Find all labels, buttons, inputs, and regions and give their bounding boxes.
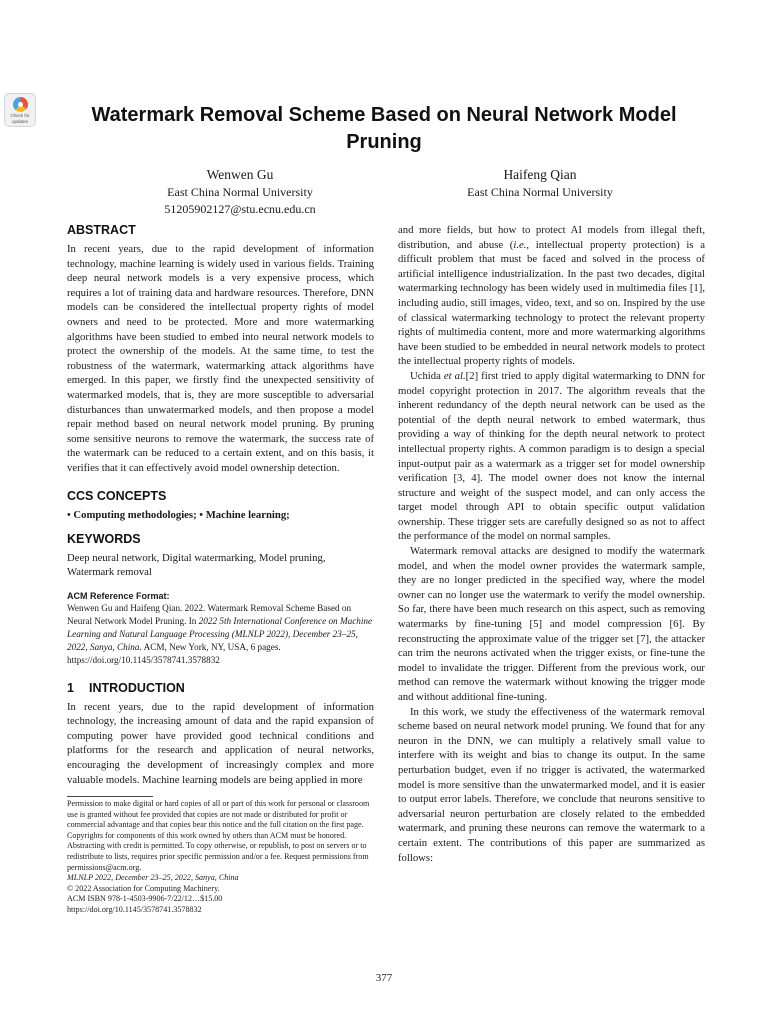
keywords-heading: KEYWORDS	[67, 531, 141, 546]
footnote-rule	[67, 796, 153, 797]
copyright-line: © 2022 Association for Computing Machinery.	[67, 883, 220, 893]
author-email[interactable]: 51205902127@stu.ecnu.edu.cn	[164, 202, 316, 216]
right-column	[398, 223, 705, 865]
intro-paragraph-1	[398, 223, 705, 369]
text-italic: et al.	[443, 369, 466, 382]
permission-text: Permission to make digital or hard copies of all or part of this work for personal or classroom use is granted without fee provided that copies are not made or distributed for profit or commercial advantage and that copies bear this notice and the full citation on the first page. Copyrights for components of this work owned by others than ACM must be honored. Abstracting with credit is permitted. To copy otherwise, or republish, to post on servers or to redistribute to lists, requires prior specific permission and/or a fee. Request permissions from permissions@acm.org.	[67, 799, 370, 872]
conference-line	[67, 873, 374, 884]
left-column	[67, 222, 374, 787]
conference-text: MLNLP 2022, December 23–25, 2022, Sanya, China	[67, 873, 239, 883]
introduction-text-left: In recent years, due to the rapid development of information technology, the increasing amount of data and the rapid expansion of computing power have provided good technical conditions and platforms for the research and application of neural networks, encouraging the development of increasingly complex and more valuable models. Machine learning models are being applied in more	[67, 700, 374, 786]
badge-label-1: Check for	[10, 113, 30, 118]
section-number: 1	[67, 680, 74, 695]
intro-paragraph-2	[398, 369, 705, 544]
author-block-1	[115, 166, 365, 218]
page-number: 377	[375, 972, 393, 984]
abstract-text: In recent years, due to the rapid development of information technology, machine learning is widely used in various fields. Training deep neural network models is a very expensive process, which requires a lot of training data and hardware resources. Therefore, DNN models can be considered the intellectual property rights of model owners and need to be protected. More and more watermarking algorithms have been studied to embed into neural network models to protect the ownership of the models. At the same time, to test the robustness of the watermark, watermarking attack algorithms have emerged. In this paper, we firstly find the unexpected sensitivity of watermarked models, that is, they are more susceptible to adversarial disturbances than unwatermarked models, and then propose a model repair method based on neural network model pruning. By pruning some sensitive neurons to remove the watermark, the success rate of the watermark can be reduced to a certain extent, and on this basis, it verifies that it can effectively avoid model ownership detection.	[67, 243, 374, 474]
paper-title: Watermark Removal Scheme Based on Neural Network Model Pruning	[91, 104, 677, 153]
acm-reference-part: Wenwen Gu and Haifeng Qian. 2022. Watermark Removal Scheme Based on Neural Network Model Pruning. In	[67, 602, 352, 626]
text-span: [2] first tried to apply digital watermarking to DNN for model copyright protection in 2017. The algorithm reveals that the inherent redundancy of the depth neural network can be used as the potential of the depth neural network to embed watermark, thus providing a way of thinking for the depth neural network to protect intellectual property rights. A common paradigm is to design a special input-output pair as a watermark as a trigger set for model ownership verification [3, 4]. The model owner does not know the internal structure and weight of the suspect model, and can only access the target model through API to obtain specific output validation ownership. These trigger sets are carefully designed so as not to affect the performance of the model on normal samples.	[398, 369, 705, 543]
author-block-2	[420, 166, 660, 201]
intro-paragraph-4: In this work, we study the effectiveness of the watermark removal scheme based on neural network model pruning. We found that for any neuron in the DNN, we can multiply a relatively small value to interfere with its weight and bias to change its output. In the same perturbation budget, even if no trigger is activated, the watermarked model is more sensitive than the unwatermarked model, and it is easier to output error labels. Therefore, we conclude that neurons sensitive to adversarial neuron perturbation are closely related to the embedded watermark, and pruning these neurons can remove the watermark to a certain extent. The contributions of this paper are summarized as follows:	[398, 705, 705, 864]
text-italic: i.e.	[513, 238, 527, 251]
isbn-line: ACM ISBN 978-1-4503-9906-7/22/12…$15.00	[67, 894, 223, 904]
author-affiliation: East China Normal University	[167, 185, 313, 199]
doi-link[interactable]: https://doi.org/10.1145/3578741.3578832	[67, 904, 202, 914]
acm-reference-venue: 2022 5th International Conference on Machine Learning and Natural Language Processing (MLNLP 2022), December 23–25, 2022, Sanya, China.	[67, 615, 373, 652]
badge-label-2: updates	[11, 119, 28, 124]
keywords-text: Deep neural network, Digital watermarking, Model pruning, Watermark removal	[67, 551, 326, 579]
text-span: and more fields, but how to protect AI models from illegal theft, distribution, and abuse (	[398, 224, 705, 251]
section-title: INTRODUCTION	[89, 680, 185, 695]
abstract-heading: ABSTRACT	[67, 223, 136, 237]
ccs-text: • Computing methodologies; • Machine learning;	[67, 508, 290, 521]
crossmark-icon	[13, 97, 28, 112]
acm-reference-text	[67, 602, 374, 667]
author-name: Haifeng Qian	[503, 167, 577, 182]
text-span: , intellectual property protection) is a difficult problem that must be faced and solved in the process of artificial intelligence industrialization. In the past two decades, digital watermarking technology has been widely used in multimedia files [1], including audio, still images, video, text, and so on. Inspired by the use of classical watermarking technology to protect the relevant property rights of multimedia content, more and more watermarking algorithms have been studied to be embedded in neural network models to protect the intellectual property rights of models.	[398, 238, 705, 368]
author-affiliation: East China Normal University	[467, 185, 613, 199]
text-span: Uchida	[410, 369, 444, 382]
intro-paragraph-3: Watermark removal attacks are designed to modify the watermark model, and when the model owner provides the watermark sample, they are no longer predicted in the specified way, where the model owner can no longer use the watermark to verify the model ownership. So far, there have been much research on this aspect, such as removing watermarks by fine-tuning [5] and model compression [6]. By reconstructing the approximate value of the trigger set [7], the attacker can trim the neurons activated when the trigger exists, or fine-tune the model to invalidate the trigger. Different from the previous work, our method can remove the watermark without knowing the trigger mode and without additional fine-tuning.	[398, 545, 705, 703]
author-name: Wenwen Gu	[206, 167, 274, 182]
acm-reference-doi[interactable]: ACM, New York, NY, USA, 6 pages. https://doi.org/10.1145/3578741.3578832	[67, 641, 281, 665]
ccs-heading: CCS CONCEPTS	[67, 488, 167, 503]
permission-footnote	[67, 799, 374, 916]
acm-reference-heading: ACM Reference Format:	[67, 590, 170, 601]
introduction-heading	[67, 680, 374, 696]
check-for-updates-badge[interactable]	[4, 93, 36, 127]
